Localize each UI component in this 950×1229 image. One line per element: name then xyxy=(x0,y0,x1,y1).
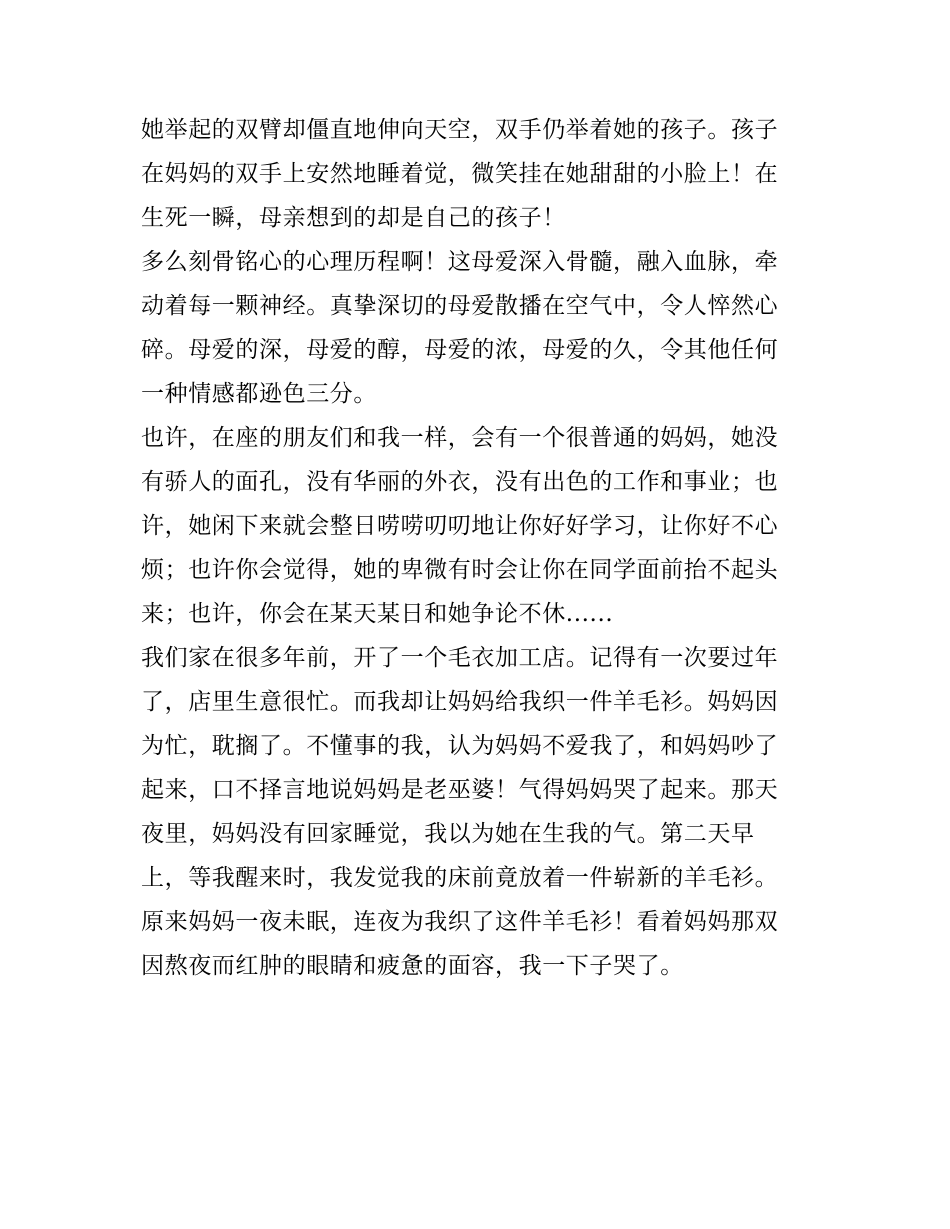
text-line: 一种情感都逊色三分。 xyxy=(141,381,377,407)
text-line: 生死一瞬，母亲想到的却是自己的孩子！ xyxy=(141,205,566,231)
text-line: 我们家在很多年前，开了一个毛衣加工店。记得有一次要过年 xyxy=(141,645,779,671)
text-line: 她举起的双臂却僵直地伸向天空，双手仍举着她的孩子。孩子 xyxy=(141,117,779,143)
text-line: 起来，口不择言地说妈妈是老巫婆！气得妈妈哭了起来。那天 xyxy=(141,777,779,803)
text-line: 因熬夜而红肿的眼睛和疲惫的面容，我一下子哭了。 xyxy=(141,953,684,979)
text-line: 有骄人的面孔，没有华丽的外衣，没有出色的工作和事业；也 xyxy=(141,469,779,495)
text-line: 原来妈妈一夜未眠，连夜为我织了这件羊毛衫！看着妈妈那双 xyxy=(141,909,779,935)
text-line: 为忙，耽搁了。不懂事的我，认为妈妈不爱我了，和妈妈吵了 xyxy=(141,733,779,759)
text-line: 也许，在座的朋友们和我一样，会有一个很普通的妈妈，她没 xyxy=(141,425,779,451)
text-line: 上，等我醒来时，我发觉我的床前竟放着一件崭新的羊毛衫。 xyxy=(141,865,779,891)
text-line: 在妈妈的双手上安然地睡着觉，微笑挂在她甜甜的小脸上！在 xyxy=(141,161,779,187)
text-line: 许，她闲下来就会整日唠唠叨叨地让你好好学习，让你好不心 xyxy=(141,513,779,539)
text-line: 碎。母爱的深，母爱的醇，母爱的浓，母爱的久，令其他任何 xyxy=(141,337,779,363)
text-line: 来；也许，你会在某天某日和她争论不休...... xyxy=(141,601,614,627)
document-body xyxy=(141,108,821,988)
text-line: 烦；也许你会觉得，她的卑微有时会让你在同学面前抬不起头 xyxy=(141,557,779,583)
text-line: 了，店里生意很忙。而我却让妈妈给我织一件羊毛衫。妈妈因 xyxy=(141,689,779,715)
text-line: 夜里，妈妈没有回家睡觉，我以为她在生我的气。第二天早 xyxy=(141,821,755,847)
text-line: 多么刻骨铭心的心理历程啊！这母爱深入骨髓，融入血脉，牵 xyxy=(141,249,779,275)
text-line: 动着每一颗神经。真挚深切的母爱散播在空气中，令人悴然心 xyxy=(141,293,779,319)
